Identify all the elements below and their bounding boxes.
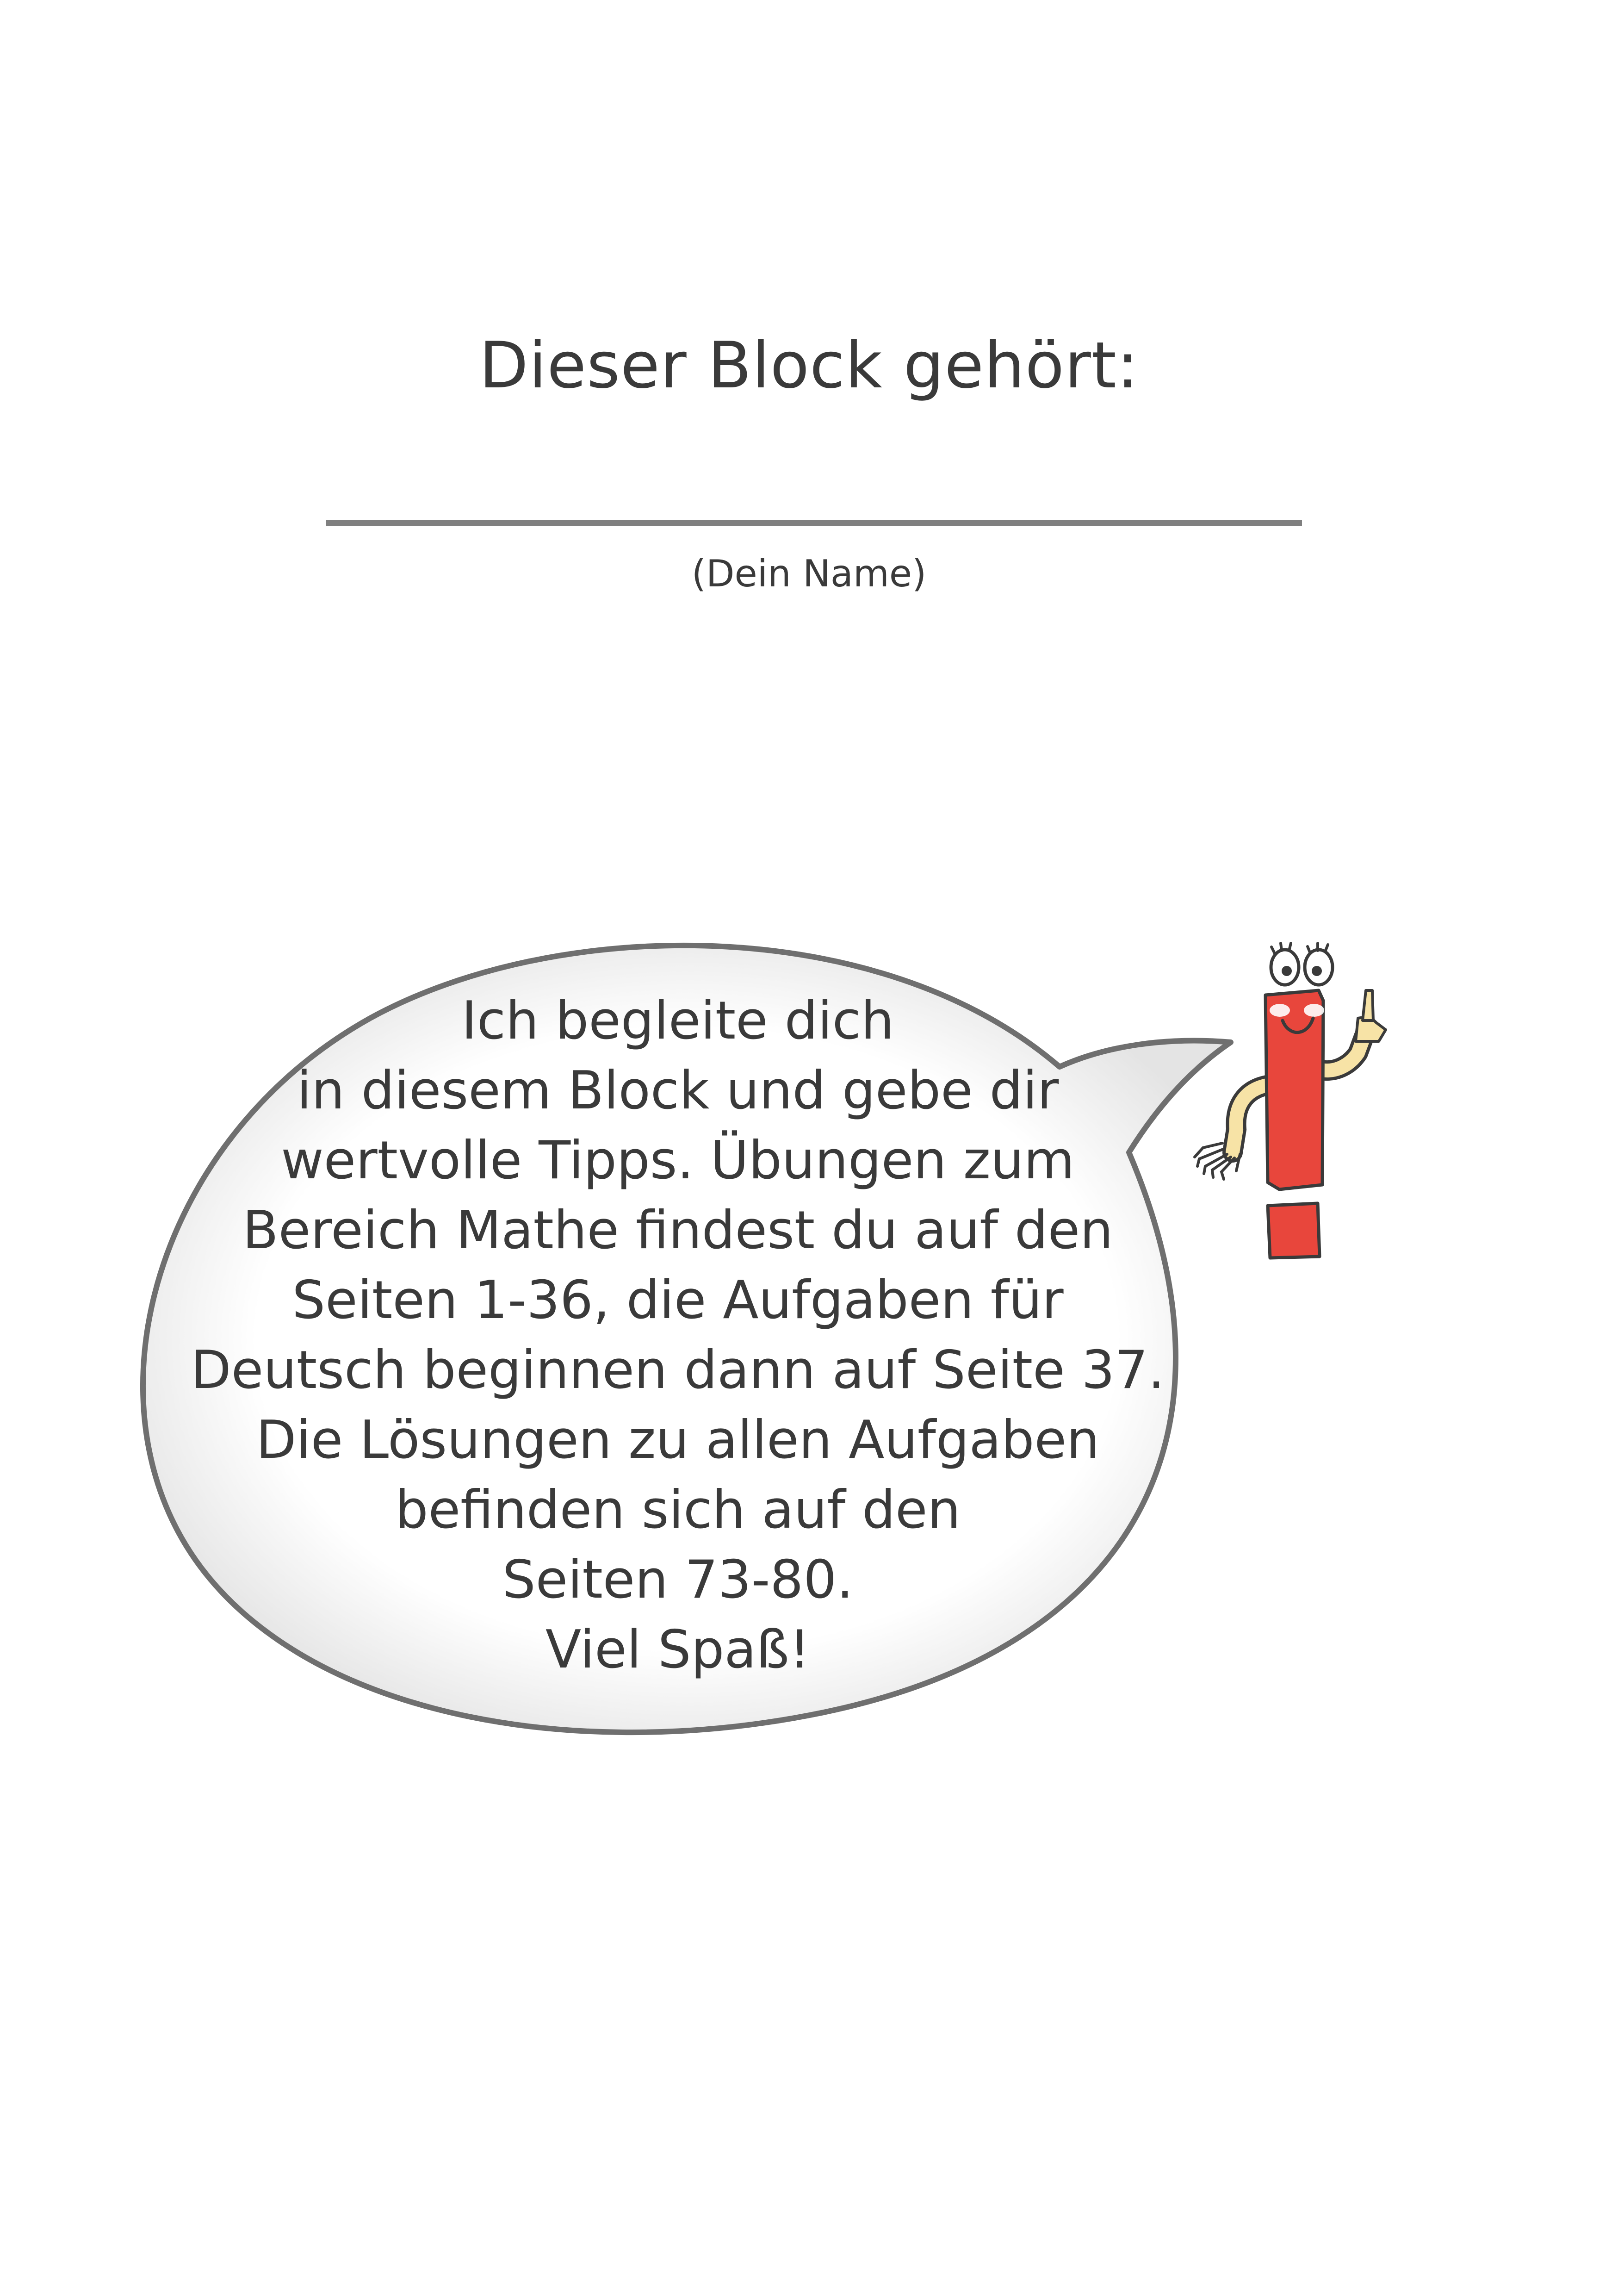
mascot-eyes [1271,943,1333,985]
bubble-line: Bereich Mathe findest du auf den [242,1200,1113,1261]
bubble-line: Seiten 1-36, die Aufgaben für [292,1269,1064,1331]
page-title: Dieser Block gehört: [479,328,1139,403]
bubble-line: Deutsch beginnen dann auf Seite 37. [191,1339,1165,1400]
mascot-body [1265,990,1323,1189]
bubble-line: wertvolle Tipps. Übungen zum [281,1130,1075,1191]
mascot-right-hand [1356,990,1386,1041]
exclamation-mark-mascot-icon [1175,926,1425,1277]
speech-bubble-text [176,986,1180,1685]
bubble-line: Viel Spaß! [545,1619,811,1680]
bubble-line: Ich begleite dich [461,990,894,1051]
mascot-dot [1268,1203,1320,1258]
bubble-line: in diesem Block und gebe dir [297,1060,1059,1121]
name-caption: (Dein Name) [691,552,927,595]
bubble-line: befinden sich auf den [395,1479,961,1540]
bubble-line: Die Lösungen zu allen Aufgaben [256,1409,1100,1470]
bubble-line: Seiten 73-80. [502,1549,854,1610]
